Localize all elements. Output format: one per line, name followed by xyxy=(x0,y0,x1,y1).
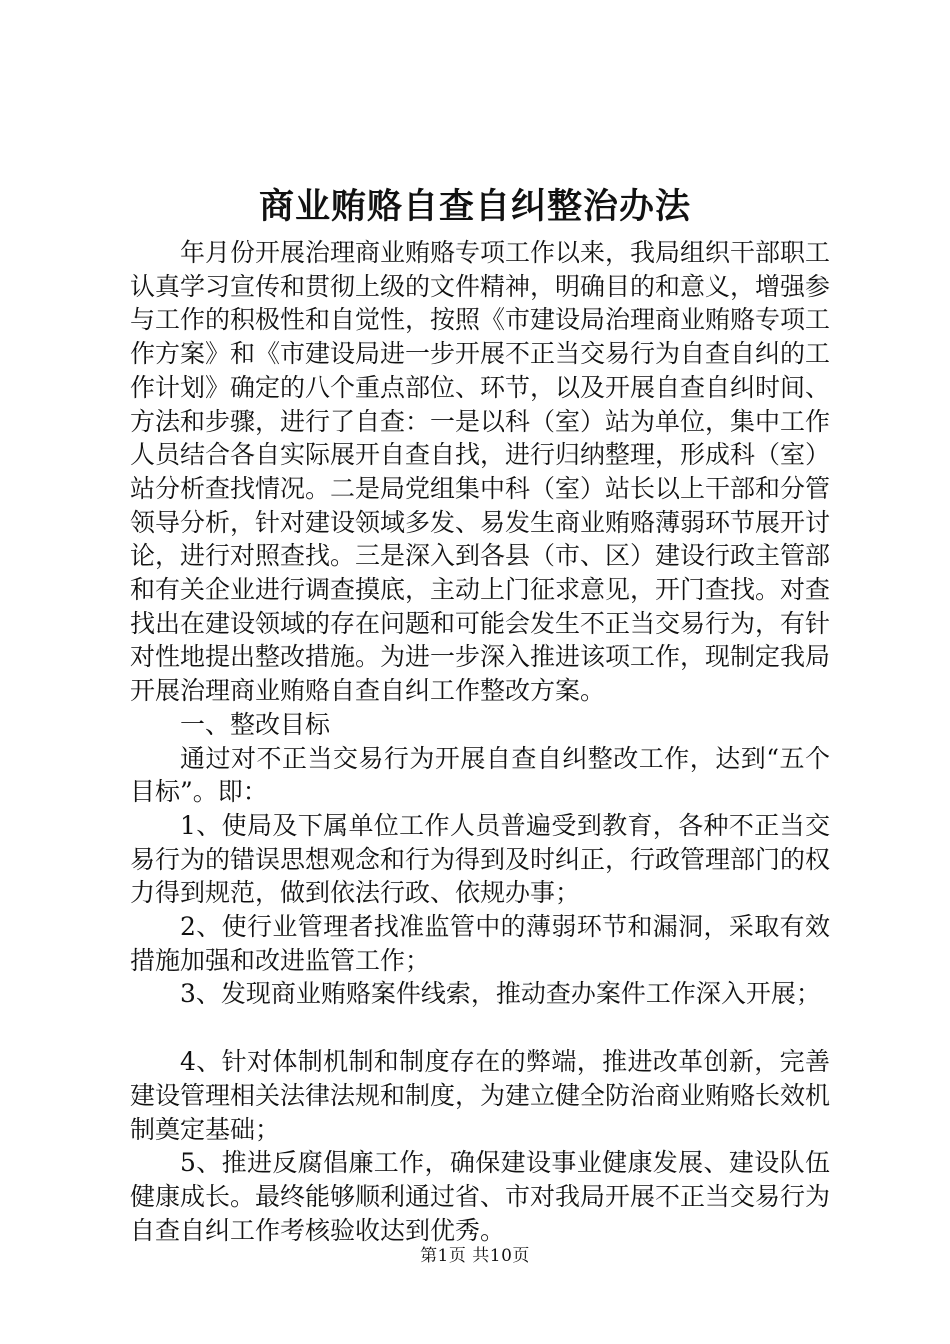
document-title: 商业贿赂自查自纠整治办法 xyxy=(258,186,691,227)
goal-item-1: 1、使局及下属单位工作人员普遍受到教育，各种不正当交易行为的错误思想观念和行为得到及时纠正，行政管理部门的权力得到规范，做到依法行政、依规办事； xyxy=(130,810,831,908)
document-body xyxy=(130,236,830,1247)
intro-paragraph: 年月份开展治理商业贿赂专项工作以来，我局组织干部职工认真学习宣传和贯彻上级的文件精神，明确目的和意义，增强参与工作的积极性和自觉性，按照《市建设局治理商业贿赂专项工作方案》和《市建设局进一步开展不正当交易行为自查自纠的工作计划》确定的八个重点部位、环节，以及开展自查自纠时间、方法和步骤，进行了自查：一是以科（室）站为单位，集中工作人员结合各自实际展开自查自找，进行归纳整理，形成科（室）站分析查找情况。二是局党组集中科（室）站长以上干部和分管领导分析，针对建设领域多发、易发生商业贿赂薄弱环节展开讨论，进行对照查找。三是深入到各县（市、区）建设行政主管部和有关企业进行调查摸底，主动上门征求意见，开门查找。对查找出在建设领域的存在问题和可能会发生不正当交易行为，有针对性地提出整改措施。为进一步深入推进该项工作，现制定我局开展治理商业贿赂自查自纠工作整改方案。 xyxy=(130,238,831,706)
goals-intro-paragraph: 通过对不正当交易行为开展自查自纠整改工作，达到“五个目标”。即： xyxy=(130,743,830,807)
goal-item-5: 5、推进反腐倡廉工作，确保建设事业健康发展、建设队伍健康成长。最终能够顺利通过省、市对我局开展不正当交易行为自查自纠工作考核验收达到优秀。 xyxy=(130,1148,831,1245)
page-number-footer: 第1页 共10页 xyxy=(420,1246,530,1266)
goal-item-3: 3、发现商业贿赂案件线索，推动查办案件工作深入开展； xyxy=(180,979,821,1009)
section-heading-rectification-goals: 一、整改目标 xyxy=(180,709,331,739)
goal-item-2: 2、使行业管理者找准监管中的薄弱环节和漏洞，采取有效措施加强和改进监管工作； xyxy=(130,912,830,975)
goal-item-4: 4、针对体制机制和制度存在的弊端，推进改革创新，完善建设管理相关法律法规和制度，为建立健全防治商业贿赂长效机制奠定基础； xyxy=(130,1047,831,1144)
